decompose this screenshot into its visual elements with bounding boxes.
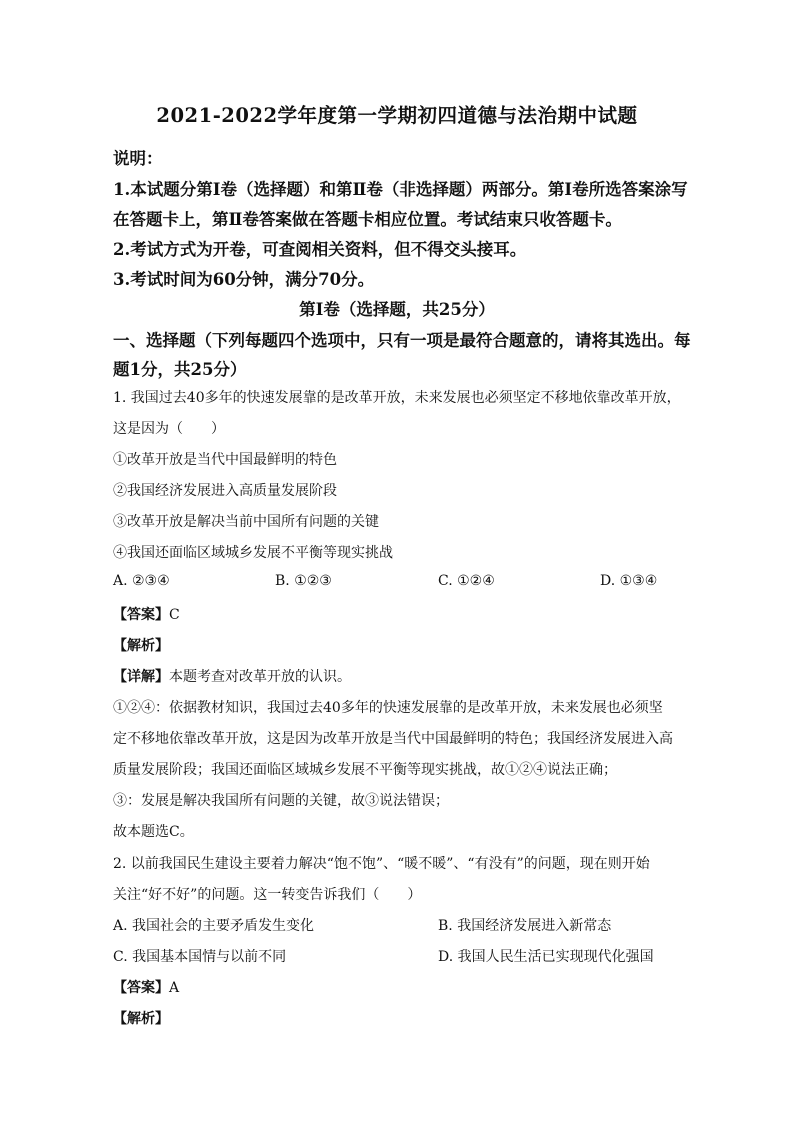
q1-statement-1: ①改革开放是当代中国最鲜明的特色 (113, 452, 337, 468)
q2-stem-line-1: 2. 以前我国民生建设主要着力解决“饱不饱”、“暖不暖”、“有没有”的问题，现在则开始 (113, 856, 650, 872)
section-1-heading-line-1: 一、选择题（下列每题四个选项中，只有一项是最符合题意的，请将其选出。每 (113, 331, 691, 350)
q2-analysis-label: 【解析】 (113, 1011, 169, 1027)
q2-option-b: B. 我国经济发展进入新常态 (438, 918, 612, 934)
q2-answer-value: A (169, 980, 180, 996)
q1-option-a: A. ②③④ (113, 573, 170, 589)
q1-answer-value: C (169, 607, 180, 623)
q1-detail (113, 666, 351, 686)
q1-analysis-label: 【解析】 (113, 638, 169, 654)
q1-statement-4: ④我国还面临区域城乡发展不平衡等现实挑战 (113, 545, 393, 561)
instruction-2: 2.考试方式为开卷，可查阅相关资料，但不得交头接耳。 (113, 240, 527, 259)
q1-option-d: D. ①③④ (600, 573, 658, 589)
q2-option-a: A. 我国社会的主要矛盾发生变化 (113, 918, 315, 934)
q2-analysis-tag (113, 1008, 169, 1028)
instructions-label: 说明： (113, 149, 163, 168)
q1-stem-line-1: 1. 我国过去40多年的快速发展靠的是改革开放，未来发展也必须坚定不移地依靠改革开放， (113, 390, 681, 406)
q1-analysis-tag (113, 635, 169, 655)
q1-explanation-line-1: ①②④：依据教材知识，我国过去40多年的快速发展靠的是改革开放，未来发展也必须坚 (113, 700, 663, 716)
q2-option-c: C. 我国基本国情与以前不同 (113, 949, 287, 965)
q1-option-c: C. ①②④ (438, 573, 495, 589)
q2-answer-tag: 【答案】 (113, 980, 169, 996)
q1-option-b: B. ①②③ (275, 573, 332, 589)
q2-stem-line-2: 关注“好不好”的问题。这一转变告诉我们（ ） (113, 887, 422, 903)
q1-stem-line-2: 这是因为（ ） (113, 421, 225, 437)
part-1-header: 第Ⅰ卷（选择题，共25分） (299, 300, 495, 319)
q1-explanation-line-4: ③：发展是解决我国所有问题的关键，故③说法错误； (113, 793, 449, 809)
section-1-heading-line-2: 题1分，共25分） (113, 360, 247, 379)
q1-explanation-line-3: 质量发展阶段；我国还面临区域城乡发展不平衡等现实挑战，故①②④说法正确； (113, 762, 617, 778)
q1-statement-2: ②我国经济发展进入高质量发展阶段 (113, 483, 337, 499)
q1-conclusion: 故本题选C。 (113, 824, 194, 840)
q1-answer (113, 604, 180, 624)
q1-answer-tag: 【答案】 (113, 607, 169, 623)
q2-answer (113, 977, 179, 997)
instruction-3: 3.考试时间为60分钟，满分70分。 (113, 270, 375, 289)
q1-detail-text: 本题考查对改革开放的认识。 (169, 669, 351, 685)
q1-detail-tag: 【详解】 (113, 669, 169, 685)
q2-option-d: D. 我国人民生活已实现现代化强国 (438, 949, 654, 965)
page-title: 2021-2022学年度第一学期初四道德与法治期中试题 (156, 104, 638, 127)
instruction-1-line-1: 1.本试题分第Ⅰ卷（选择题）和第Ⅱ卷（非选择题）两部分。第Ⅰ卷所选答案涂写 (113, 180, 688, 199)
instruction-1-line-2: 在答题卡上，第Ⅱ卷答案做在答题卡相应位置。考试结束只收答题卡。 (113, 210, 622, 229)
q1-statement-3: ③改革开放是解决当前中国所有问题的关键 (113, 514, 379, 530)
q1-explanation-line-2: 定不移地依靠改革开放，这是因为改革开放是当代中国最鲜明的特色；我国经济发展进入高 (113, 731, 673, 747)
